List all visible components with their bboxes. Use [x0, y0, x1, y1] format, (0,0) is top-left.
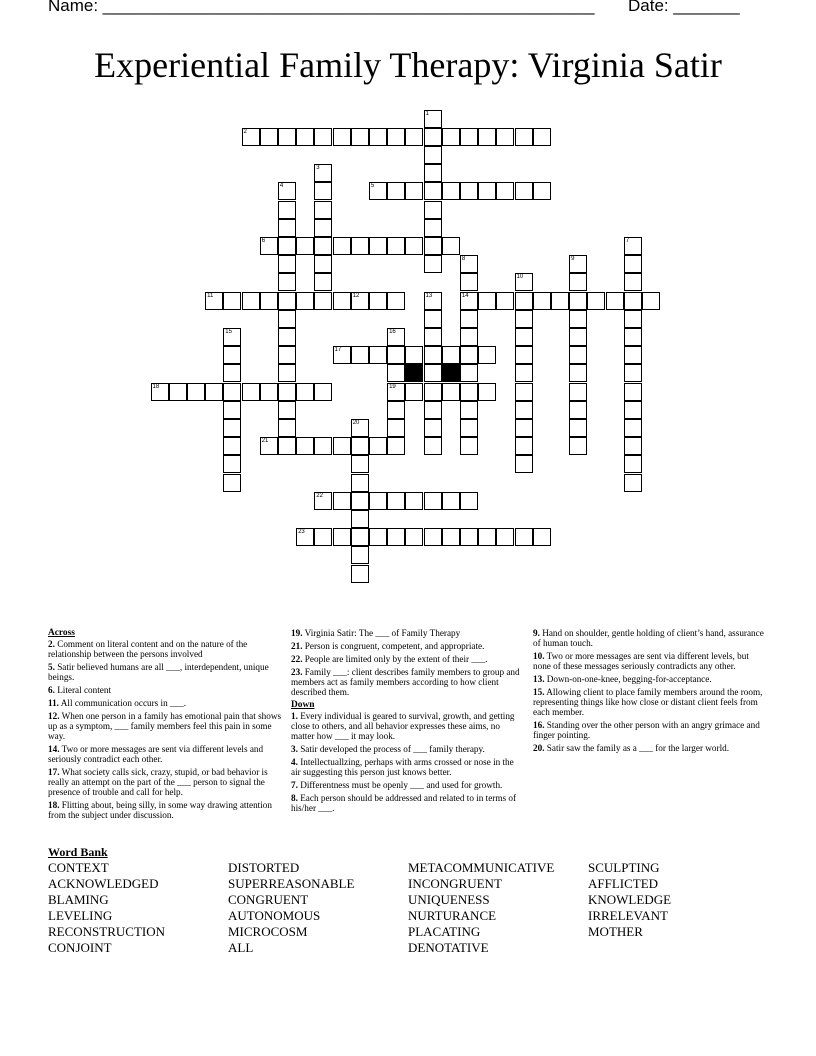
crossword-cell[interactable] — [387, 419, 405, 437]
crossword-cell[interactable] — [405, 528, 423, 546]
crossword-cell[interactable] — [405, 492, 423, 510]
crossword-cell[interactable] — [278, 273, 296, 291]
crossword-cell[interactable] — [351, 474, 369, 492]
crossword-cell[interactable] — [551, 292, 569, 310]
crossword-cell[interactable] — [460, 310, 478, 328]
page-title: Experiential Family Therapy: Virginia Satir — [94, 45, 722, 85]
crossword-cell[interactable] — [260, 237, 278, 255]
name-field[interactable]: Name: ____________________________________________________ — [48, 0, 595, 15]
crossword-cell[interactable] — [314, 219, 332, 237]
crossword-cell[interactable] — [606, 292, 624, 310]
clue-number: 21 — [261, 438, 269, 445]
crossword-cell[interactable] — [624, 310, 642, 328]
word-bank-item: UNIQUENESS — [408, 892, 490, 907]
crossword-cell[interactable] — [515, 310, 533, 328]
clue-number: 2 — [243, 128, 247, 135]
word-bank-item: INCONGRUENT — [408, 876, 502, 891]
crossword-cell[interactable] — [442, 528, 460, 546]
crossword-cell[interactable] — [460, 128, 478, 146]
across-heading: Across — [48, 628, 75, 638]
crossword-cell[interactable] — [278, 237, 296, 255]
crossword-cell[interactable] — [533, 292, 551, 310]
word-bank-item: MOTHER — [588, 924, 643, 939]
clue-number: 22 — [316, 492, 323, 499]
crossword-cell[interactable] — [424, 146, 442, 164]
crossword-cell[interactable] — [478, 182, 496, 200]
crossword-cell[interactable] — [515, 328, 533, 346]
word-bank-item: IRRELEVANT — [588, 908, 668, 923]
crossword-cell[interactable] — [496, 528, 514, 546]
crossword-cell[interactable] — [496, 182, 514, 200]
crossword-cell[interactable] — [278, 255, 296, 273]
crossword-cell[interactable] — [460, 328, 478, 346]
word-bank-column-2 — [228, 860, 354, 956]
crossword-cell[interactable] — [278, 383, 296, 401]
crossword-cell[interactable] — [460, 364, 478, 382]
word-bank-item: DISTORTED — [228, 860, 300, 875]
clue-down-8: 8. Each person should be addressed and related to in terms of his/her ___. — [291, 793, 517, 813]
clues-column-1 — [48, 628, 284, 823]
crossword-cell[interactable] — [333, 437, 351, 455]
clue-across-19: 19. Virginia Satir: The ___ of Family Therapy — [291, 628, 461, 638]
crossword-cell[interactable] — [624, 237, 642, 255]
crossword-cell[interactable] — [278, 310, 296, 328]
crossword-cell[interactable] — [424, 128, 442, 146]
crossword-cell[interactable] — [369, 182, 387, 200]
crossword-cell[interactable] — [278, 328, 296, 346]
crossword-cell[interactable] — [424, 201, 442, 219]
crossword-cell[interactable] — [460, 292, 478, 310]
crossword-cell[interactable] — [387, 128, 405, 146]
clue-number: 11 — [207, 292, 214, 299]
clue-number: 8 — [461, 256, 466, 263]
crossword-cell[interactable] — [442, 128, 460, 146]
crossword-cell[interactable] — [515, 528, 533, 546]
word-bank-item: ACKNOWLEDGED — [48, 876, 159, 891]
crossword-cell[interactable] — [569, 401, 587, 419]
crossword-cell[interactable] — [278, 346, 296, 364]
clue-down-1: 1. Every individual is geared to survival, growth, and getting close to others, and all behavior expresses these aims, no matter how ___ it may look. — [291, 711, 515, 741]
crossword-cell[interactable] — [314, 128, 332, 146]
crossword-cell[interactable] — [515, 364, 533, 382]
clue-across-21: 21. Person is congruent, competent, and appropriate. — [291, 641, 485, 651]
crossword-cell[interactable] — [351, 437, 369, 455]
crossword-cell[interactable] — [314, 437, 332, 455]
crossword-cell[interactable] — [333, 528, 351, 546]
crossword-cell[interactable] — [460, 383, 478, 401]
crossword-cell[interactable] — [296, 237, 314, 255]
crossword-cell[interactable] — [333, 292, 351, 310]
clue-down-10: 10. Two or more messages are sent via different levels, but none of these messages seriously contradicts any other. — [533, 651, 749, 671]
crossword-cell[interactable] — [442, 182, 460, 200]
crossword-cell[interactable] — [424, 419, 442, 437]
crossword-cell[interactable] — [387, 401, 405, 419]
crossword-cell[interactable] — [624, 383, 642, 401]
crossword-cell[interactable] — [424, 492, 442, 510]
crossword-cell[interactable] — [169, 383, 187, 401]
crossword-cell[interactable] — [278, 419, 296, 437]
crossword-cell[interactable] — [442, 237, 460, 255]
crossword-cell[interactable] — [460, 182, 478, 200]
crossword-cell[interactable] — [223, 401, 241, 419]
clues-column-2 — [291, 628, 523, 816]
word-bank-item: BLAMING — [48, 892, 109, 907]
clue-across-2: 2. Comment on literal content and on the nature of the relationship between the persons involved — [48, 639, 248, 659]
word-bank-column-4 — [588, 860, 671, 940]
crossword-cell[interactable] — [296, 383, 314, 401]
crossword-cell[interactable] — [405, 182, 423, 200]
crossword-cell[interactable] — [333, 237, 351, 255]
crossword-cell[interactable] — [351, 528, 369, 546]
crossword-black-cell — [442, 364, 460, 382]
crossword-cell[interactable] — [387, 437, 405, 455]
crossword-cell[interactable] — [569, 255, 587, 273]
crossword-cell[interactable] — [314, 292, 332, 310]
clue-down-3: 3. Satir developed the process of ___ family therapy. — [291, 744, 485, 754]
word-bank-item: NURTURANCE — [408, 908, 497, 923]
clue-across-14: 14. Two or more messages are sent via different levels and seriously contradict each other. — [48, 744, 264, 764]
crossword-cell[interactable] — [442, 383, 460, 401]
crossword-cell[interactable] — [424, 328, 442, 346]
clue-number: 14 — [461, 292, 469, 299]
crossword-cell[interactable] — [278, 437, 296, 455]
crossword-cell[interactable] — [624, 364, 642, 382]
clue-down-20: 20. Satir saw the family as a ___ for the larger world. — [533, 743, 730, 753]
crossword-cell[interactable] — [369, 237, 387, 255]
crossword-cell[interactable] — [242, 292, 260, 310]
crossword-cell[interactable] — [478, 346, 496, 364]
crossword-cell[interactable] — [387, 346, 405, 364]
crossword-cell[interactable] — [187, 383, 205, 401]
crossword-cell[interactable] — [624, 419, 642, 437]
crossword-cell[interactable] — [387, 364, 405, 382]
crossword-cell[interactable] — [278, 401, 296, 419]
crossword-cell[interactable] — [624, 474, 642, 492]
crossword-cell[interactable] — [569, 419, 587, 437]
word-bank-item: CONTEXT — [48, 860, 109, 875]
crossword-cell[interactable] — [387, 292, 405, 310]
crossword-cell[interactable] — [442, 346, 460, 364]
crossword-cell[interactable] — [351, 292, 369, 310]
crossword-cell[interactable] — [624, 255, 642, 273]
crossword-cell[interactable] — [515, 437, 533, 455]
crossword-cell[interactable] — [569, 437, 587, 455]
clue-down-9: 9. Hand on shoulder, gentle holding of client’s hand, assurance of human touch. — [533, 628, 764, 648]
crossword-cell[interactable] — [624, 455, 642, 473]
down-heading: Down — [291, 700, 315, 710]
clue-number: 19 — [389, 383, 396, 390]
crossword-cell[interactable] — [515, 346, 533, 364]
crossword-cell[interactable] — [314, 492, 332, 510]
clue-across-5: 5. Satir believed humans are all ___, interdependent, unique beings. — [48, 662, 269, 682]
word-bank-item: SCULPTING — [588, 860, 660, 875]
crossword-cell[interactable] — [351, 419, 369, 437]
crossword-cell[interactable] — [460, 273, 478, 291]
crossword-cell[interactable] — [314, 237, 332, 255]
crossword-cell[interactable] — [642, 292, 660, 310]
crossword-cell[interactable] — [223, 364, 241, 382]
crossword-cell[interactable] — [369, 437, 387, 455]
clue-number: 4 — [279, 183, 284, 190]
crossword-cell[interactable] — [351, 455, 369, 473]
crossword-cell[interactable] — [351, 546, 369, 564]
crossword-cell[interactable] — [460, 255, 478, 273]
crossword-cell[interactable] — [424, 528, 442, 546]
clue-down-15: 15. Allowing client to place family members around the room, representing things like how close or distant client feels from each member. — [533, 687, 763, 717]
clue-across-23: 23. Family ___: client describes family members to group and members act as family members according to how client described them. — [291, 667, 520, 697]
clue-across-11: 11. All communication occurs in ___. — [48, 698, 187, 708]
clue-down-7: 7. Differentness must be openly ___ and used for growth. — [291, 780, 503, 790]
crossword-cell[interactable] — [424, 255, 442, 273]
date-field[interactable]: Date: _______ — [628, 0, 740, 15]
crossword-cell[interactable] — [624, 273, 642, 291]
crossword-cell[interactable] — [369, 492, 387, 510]
crossword-cell[interactable] — [369, 292, 387, 310]
crossword-cell[interactable] — [387, 528, 405, 546]
word-bank-item: CONGRUENT — [228, 892, 309, 907]
crossword-cell[interactable] — [296, 292, 314, 310]
crossword-cell[interactable] — [351, 565, 369, 583]
word-bank-item: PLACATING — [408, 924, 481, 939]
clue-across-17: 17. What society calls sick, crazy, stupid, or bad behavior is really an attempt on the part of the ___ person to signal the presence of trouble and call for help. — [48, 767, 268, 797]
word-bank-item: CONJOINT — [48, 940, 112, 955]
crossword-cell[interactable] — [151, 383, 169, 401]
crossword-cell[interactable] — [314, 201, 332, 219]
crossword-cell[interactable] — [223, 455, 241, 473]
word-bank-column-1 — [48, 860, 165, 956]
crossword-cell[interactable] — [624, 437, 642, 455]
word-bank-item: KNOWLEDGE — [588, 892, 672, 907]
crossword-cell[interactable] — [424, 237, 442, 255]
crossword-cell[interactable] — [405, 346, 423, 364]
crossword-cell[interactable] — [314, 182, 332, 200]
crossword-cell[interactable] — [223, 292, 241, 310]
crossword-cell[interactable] — [223, 346, 241, 364]
crossword-cell[interactable] — [424, 110, 442, 128]
crossword-cell[interactable] — [333, 128, 351, 146]
clue-number: 16 — [389, 328, 396, 335]
crossword-cell[interactable] — [278, 182, 296, 200]
clue-across-18: 18. Flitting about, being silly, in some way drawing attention from the subject under discussion. — [48, 800, 272, 820]
crossword-cell[interactable] — [515, 455, 533, 473]
crossword-cell[interactable] — [424, 437, 442, 455]
crossword-cell[interactable] — [351, 510, 369, 528]
clue-down-4: 4. Intellectuallzing, perhaps with arms crossed or nose in the air suggesting this person just knows better. — [291, 757, 514, 777]
crossword-cell[interactable] — [205, 292, 223, 310]
clue-number: 6 — [261, 237, 266, 244]
crossword-cell[interactable] — [624, 328, 642, 346]
crossword-cell[interactable] — [424, 346, 442, 364]
crossword-cell[interactable] — [569, 364, 587, 382]
crossword-cell[interactable] — [351, 346, 369, 364]
crossword-cell[interactable] — [314, 273, 332, 291]
clue-number: 23 — [298, 529, 305, 536]
crossword-cell[interactable] — [296, 128, 314, 146]
crossword-cell[interactable] — [515, 292, 533, 310]
crossword-cell[interactable] — [260, 383, 278, 401]
crossword-cell[interactable] — [314, 164, 332, 182]
clue-number: 5 — [370, 183, 375, 190]
crossword-cell[interactable] — [387, 492, 405, 510]
crossword-cell[interactable] — [496, 128, 514, 146]
word-bank-item: SUPERREASONABLE — [228, 876, 355, 891]
clue-number: 15 — [225, 328, 232, 335]
crossword-cell[interactable] — [387, 182, 405, 200]
crossword-black-cell — [405, 364, 423, 382]
clue-number: 10 — [516, 274, 524, 281]
crossword-cell[interactable] — [533, 182, 551, 200]
clue-number: 12 — [352, 292, 360, 299]
crossword-cell[interactable] — [515, 383, 533, 401]
crossword-cell[interactable] — [260, 128, 278, 146]
crossword-cell[interactable] — [569, 310, 587, 328]
word-bank-item: RECONSTRUCTION — [48, 924, 166, 939]
crossword-cell[interactable] — [387, 383, 405, 401]
crossword-cell[interactable] — [460, 419, 478, 437]
crossword-cell[interactable] — [223, 383, 241, 401]
crossword-cell[interactable] — [278, 201, 296, 219]
crossword-cell[interactable] — [223, 474, 241, 492]
crossword-cell[interactable] — [460, 401, 478, 419]
crossword-cell[interactable] — [278, 219, 296, 237]
crossword-cell[interactable] — [351, 128, 369, 146]
crossword-cell[interactable] — [460, 437, 478, 455]
crossword-cell[interactable] — [278, 364, 296, 382]
crossword-cell[interactable] — [296, 437, 314, 455]
clue-down-16: 16. Standing over the other person with an angry grimace and finger pointing. — [533, 720, 760, 740]
clue-down-13: 13. Down-on-one-knee, begging-for-acceptance. — [533, 674, 712, 684]
crossword-cell[interactable] — [624, 346, 642, 364]
crossword-cell[interactable] — [478, 292, 496, 310]
crossword-cell[interactable] — [387, 237, 405, 255]
crossword-cell[interactable] — [442, 492, 460, 510]
word-bank-item: AFFLICTED — [588, 876, 659, 891]
crossword-cell[interactable] — [478, 128, 496, 146]
crossword-cell[interactable] — [260, 292, 278, 310]
crossword-cell[interactable] — [424, 310, 442, 328]
crossword-cell[interactable] — [424, 383, 442, 401]
word-bank-title: Word Bank — [48, 845, 108, 859]
crossword-cell[interactable] — [205, 383, 223, 401]
crossword-cell[interactable] — [351, 492, 369, 510]
word-bank-item: METACOMMUNICATIVE — [408, 860, 555, 875]
crossword-cell[interactable] — [314, 255, 332, 273]
crossword-cell[interactable] — [424, 364, 442, 382]
crossword-cell[interactable] — [569, 328, 587, 346]
word-bank-item: AUTONOMOUS — [228, 908, 321, 923]
crossword-cell[interactable] — [296, 528, 314, 546]
crossword-cell[interactable] — [460, 492, 478, 510]
crossword-cell[interactable] — [496, 292, 514, 310]
crossword-cell[interactable] — [515, 182, 533, 200]
crossword-cell[interactable] — [333, 346, 351, 364]
clue-across-22: 22. People are limited only by the extent of their ___. — [291, 654, 488, 664]
clue-number: 18 — [152, 383, 160, 390]
crossword-cell[interactable] — [387, 328, 405, 346]
clue-number: 1 — [425, 110, 429, 117]
clue-across-6: 6. Literal content — [48, 685, 112, 695]
word-bank-item: MICROCOSM — [228, 924, 308, 939]
crossword-cell[interactable] — [569, 292, 587, 310]
crossword-cell[interactable] — [424, 219, 442, 237]
crossword-cell[interactable] — [587, 292, 605, 310]
clue-across-12: 12. When one person in a family has emotional pain that shows up as a symptom, ___ family members feel this pain in some way. — [48, 711, 282, 741]
clue-number: 17 — [334, 347, 342, 354]
word-bank-item: DENOTATIVE — [408, 940, 489, 955]
crossword-cell[interactable] — [405, 128, 423, 146]
crossword-cell[interactable] — [333, 492, 351, 510]
clue-number: 20 — [352, 419, 360, 426]
crossword-cell[interactable] — [369, 346, 387, 364]
crossword-cell[interactable] — [424, 292, 442, 310]
crossword-cell[interactable] — [515, 419, 533, 437]
crossword-cell[interactable] — [624, 401, 642, 419]
crossword-cell[interactable] — [478, 383, 496, 401]
crossword-cell[interactable] — [533, 128, 551, 146]
crossword-cell[interactable] — [405, 383, 423, 401]
crossword-cell[interactable] — [260, 437, 278, 455]
crossword-cell[interactable] — [460, 346, 478, 364]
clue-number: 3 — [316, 165, 320, 172]
crossword-cell[interactable] — [314, 528, 332, 546]
crossword-cell[interactable] — [515, 128, 533, 146]
crossword-cell[interactable] — [515, 273, 533, 291]
word-bank-item: ALL — [228, 940, 254, 955]
crossword-cell[interactable] — [569, 273, 587, 291]
crossword-cell[interactable] — [242, 128, 260, 146]
crossword-cell[interactable] — [405, 237, 423, 255]
crossword-cell[interactable] — [314, 383, 332, 401]
crossword-cell[interactable] — [569, 383, 587, 401]
crossword-cell[interactable] — [351, 237, 369, 255]
clue-number: 13 — [425, 292, 433, 299]
clue-number: 7 — [625, 237, 630, 244]
crossword-cell[interactable] — [569, 346, 587, 364]
crossword-cell[interactable] — [369, 128, 387, 146]
crossword-cell[interactable] — [624, 292, 642, 310]
word-bank-item: LEVELING — [48, 908, 113, 923]
crossword-cell[interactable] — [515, 401, 533, 419]
crossword-cell[interactable] — [478, 528, 496, 546]
crossword-cell[interactable] — [424, 401, 442, 419]
crossword-cell[interactable] — [424, 182, 442, 200]
crossword-cell[interactable] — [533, 528, 551, 546]
crossword-cell[interactable] — [223, 437, 241, 455]
crossword-cell[interactable] — [223, 419, 241, 437]
crossword-cell[interactable] — [460, 528, 478, 546]
crossword-cell[interactable] — [369, 528, 387, 546]
crossword-cell[interactable] — [424, 164, 442, 182]
crossword-cell[interactable] — [278, 292, 296, 310]
word-bank-column-3 — [408, 860, 554, 956]
crossword-cell[interactable] — [278, 128, 296, 146]
crossword-cell[interactable] — [242, 383, 260, 401]
crossword-cell[interactable] — [223, 328, 241, 346]
clue-number: 9 — [571, 256, 575, 263]
clues-column-3 — [533, 628, 765, 756]
